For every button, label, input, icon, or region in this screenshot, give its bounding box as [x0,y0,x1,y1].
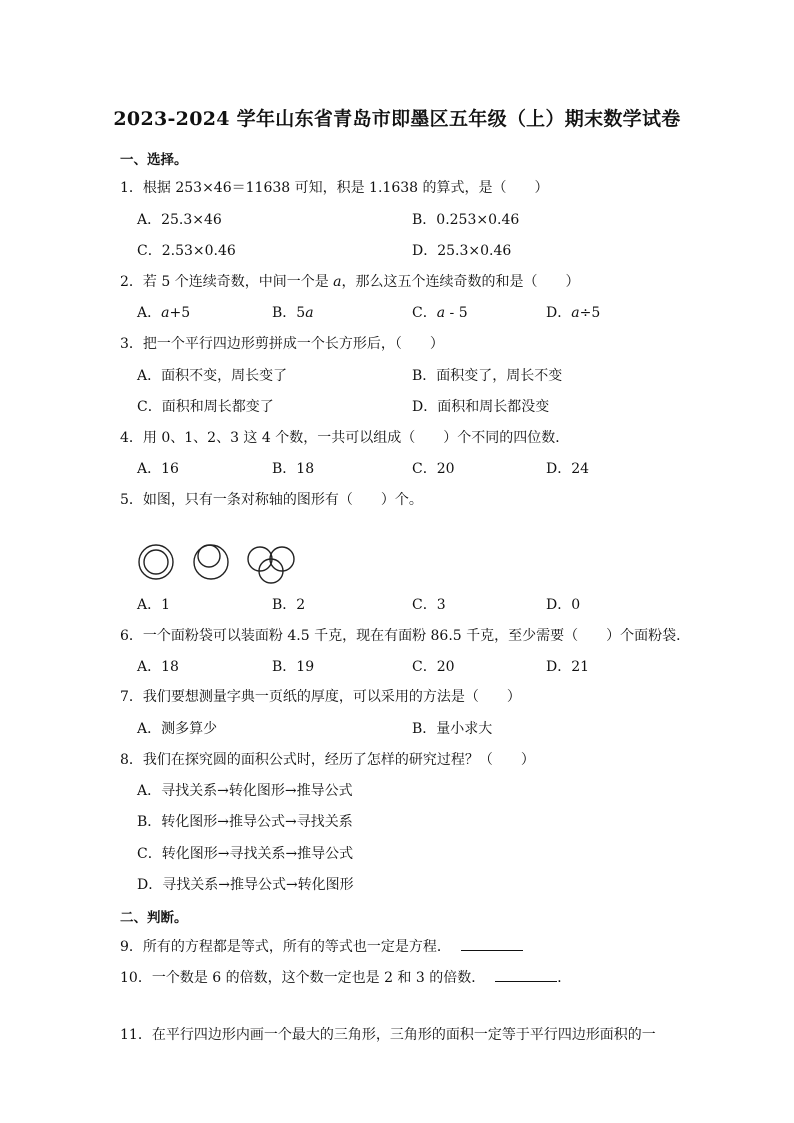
answer-blank[interactable] [461,938,523,951]
question-5: 5．如图，只有一条对称轴的图形有（ ）个。 [120,492,423,508]
q3-option-b: B．面积变了，周长不变 [412,368,563,384]
question-1: 1．根据 253×46＝11638 可知，积是 1.1638 的算式，是（ ） [120,180,549,196]
q7-option-a: A．测多算少 [137,721,218,737]
q3-option-d: D．面积和周长都没变 [412,399,550,415]
section-heading-choice: 一、选择。 [120,152,188,168]
q2-option-c: C．a - 5 [412,305,468,321]
three-overlapping-circles-figure [248,547,294,583]
question-11: 11．在平行四边形内画一个最大的三角形，三角形的面积一定等于平行四边形面积的一 [120,1027,656,1043]
concentric-circles-figure [139,545,173,579]
question-8: 8．我们在探究圆的面积公式时，经历了怎样的研究过程？（ ） [120,752,535,768]
question-9 [120,936,523,956]
q2-option-a: A．a+5 [137,305,191,321]
q8-option-a: A．寻找关系→转化图形→推导公式 [137,783,353,799]
answer-blank[interactable] [495,969,557,982]
q2-text-post: ，那么这五个连续奇数的和是（ ） [341,274,580,290]
q6-option-d: D．21 [546,659,590,675]
question-7: 7．我们要想测量字典一页纸的厚度，可以采用的方法是（ ） [120,689,521,705]
q10-tail: ． [557,970,572,986]
q3-option-a: A．面积不变，周长变了 [137,368,288,384]
q8-option-c: C．转化图形→寻找关系→推导公式 [137,846,354,862]
question-3: 3．把一个平行四边形剪拼成一个长方形后，（ ） [120,336,444,352]
q1-option-c: C．2.53×0.46 [137,243,236,259]
q10-text: 10．一个数是 6 的倍数，这个数一定也是 2 和 3 的倍数． [120,970,486,986]
q1-option-b: B．0.253×0.46 [412,212,520,228]
q6-option-b: B．19 [272,659,315,675]
q4-option-d: D．24 [546,461,590,477]
q5-option-c: C．3 [412,597,446,613]
q2-option-b: B．5a [272,305,314,321]
q2-option-d: D．a÷5 [546,305,601,321]
q4-option-a: A．16 [137,461,179,477]
question-4: 4．用 0、1、2、3 这 4 个数，一共可以组成（ ）个不同的四位数． [120,430,570,446]
q6-option-a: A．18 [137,659,179,675]
q2-variable: a [333,274,342,290]
section-heading-judge: 二、判断。 [120,910,188,926]
q5-option-d: D．0 [546,597,581,613]
internally-tangent-circles-figure [194,545,228,579]
q6-option-c: C．20 [412,659,455,675]
q9-text: 9．所有的方程都是等式，所有的等式也一定是方程． [120,939,451,955]
q5-option-a: A．1 [137,597,171,613]
q4-option-b: B．18 [272,461,315,477]
q7-option-b: B．量小求大 [412,721,493,737]
question-6: 6．一个面粉袋可以装面粉 4.5 千克，现在有面粉 86.5 千克，至少需要（ ）个面粉袋． [120,628,691,644]
q8-option-b: B．转化图形→推导公式→寻找关系 [137,814,353,830]
question-10 [120,967,571,987]
page-title: 2023-2024 学年山东省青岛市即墨区五年级（上）期末数学试卷 [113,108,681,130]
q3-option-c: C．面积和周长都变了 [137,399,274,415]
q4-option-c: C．20 [412,461,455,477]
q1-option-d: D．25.3×0.46 [412,243,512,259]
symmetry-figures [136,542,306,586]
q2-text-pre: 2．若 5 个连续奇数，中间一个是 [120,274,334,290]
q5-option-b: B．2 [272,597,306,613]
q1-option-a: A．25.3×46 [137,212,222,228]
question-2 [120,271,580,291]
q8-option-d: D．寻找关系→推导公式→转化图形 [137,877,354,893]
